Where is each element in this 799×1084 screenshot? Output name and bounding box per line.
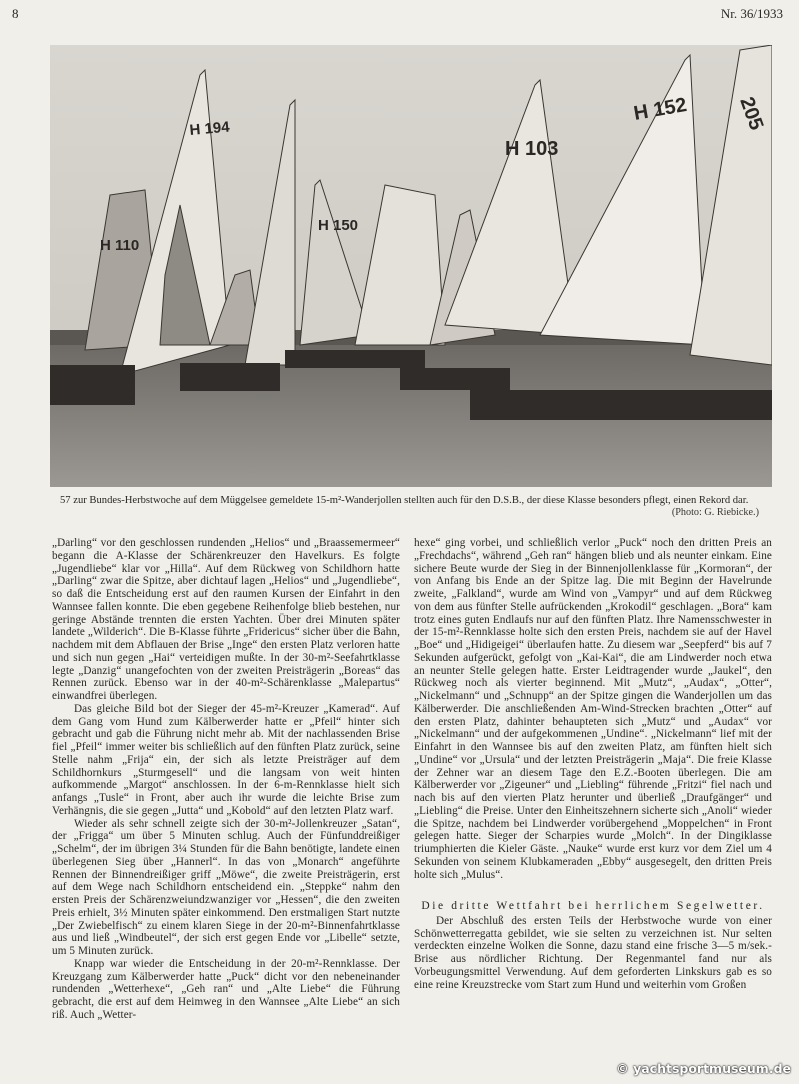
photo-credit: (Photo: G. Riebicke.) [671,507,759,518]
sail-number: 205 [735,94,768,134]
sail-number: H 152 [632,93,689,125]
paragraph: Der Abschluß des ersten Teils der Herbstwoche wurde von einer Schönwetterregatta gebildet, wie sie selten zu verzeichnen ist. Nur selten verdeckten einzelne Wolken die Sonne, dazu stand eine frische 3—5 m/sek.-Brise aus nördlicher Richtung. Der Regenmantel fand nur als Vorbeugungsmittel Verwendung. Auf dem geforderten Linkskurs gab es so eine reine Kreuzstrecke vom Start zum Hund und weiterhin vom Großen [414,914,772,991]
issue-number: Nr. 36/1933 [720,6,783,21]
paragraph: hexe“ ging vorbei, und schließlich verlor „Puck“ noch den dritten Preis an „Frechdachs“, während „Geh ran“ hängen blieb und als neunter einkam. Eine sichere Beute wurde der Sieg in der Binnenjollenklasse für „Kormoran“, der von Anfang bis Ende an der Spitze lag. Die mit Beginn der Havelrunde zweite, „Falkland“, wurde am Wind von „Vampyr“ und auf dem Rückweg von dem aus fünfter Stelle aufrückenden „Krokodil“ geschlagen. „Bora“ kam trotz eines guten Endlaufs nur auf den fünften Platz. Ihre Namensschwester in der 15-m²-Rennklasse holte sich den ersten Preis, nachdem sie auf der Havel „Boe“ und „Hidigeigei“ überlaufen hatte. Zu diesem war „Seepferd“ bis auf 7 Sekunden aufgerückt, gefolgt von „Kai-Kai“, die am Lindwerder noch etwa an neunter Stelle gelegen hatte. Erster Leidtragender wurde „Jaukel“, den Rückweg noch als vierter beginnend. Mit „Mutz“, „Audax“, „Otter“, „Nickelmann“ und „Schnupp“ an der Spitze gingen die Wanderjollen um das Kälberwerder. Die anschließenden Am-Wind-Strecken brachten „Otter“ auf den ersten Platz, dahinter behaupteten sich „Mutz“ und „Audax“ vor „Nickelmann“ und der aufgekommenen „Undine“. „Nickelmann“ lief mit der Einfahrt in den Wannsee bis auf den zweiten Platz, am fünften hielt sich „Undine“ vor „Ursula“ und der letzten Preisträgerin „Maja“. Die freie Klasse der Zehner war an diesem Tage den E.Z.-Booten überlegen. Die am Kälberwerder vor „Zigeuner“ und „Liebling“ führende „Fritzi“ fiel nach und nach bis auf den vierten Platz herunter und überließ „Draufgänger“ und „Liebling“ die Preise. Unter den Einheitszehnern sicherte sich „Anoli“ wieder die Spitze, nachdem bei Lindwerder vorübergehend „Moppelchen“ in Front gelegen hatte. Sieger der Scharpies wurde „Molch“. In der Dingiklasse triumphierten die Kieler Gäste. „Nauke“ wurde erst kurz vor dem Ziel um 4 Sekunden von seinem Klubkameraden „Ebby“ ausgesegelt, den dritten Preis holte sich „Mulus“. [414,537,772,881]
sail-number: H 103 [505,138,559,160]
paragraph: Knapp war wieder die Entscheidung in der 20-m²-Rennklasse. Der Kreuzgang zum Kälberwerder hatte „Puck“ dicht vor den nebeneinander rundenden „Wetterhexe“, „Geh ran“ und „Alte Liebe“ die Führung gebracht, die erst auf dem Heimweg in den Wannsee „Alte Liebe“ an sich riß. Auch „Wetter- [52,957,400,1021]
article-column-right [414,537,772,991]
page-number: 8 [12,6,19,21]
watermark: © yachtsportmuseum.de [616,1061,791,1076]
sail-number: H 150 [318,217,359,234]
sail-number: H 194 [188,118,231,139]
paragraph: Wieder als sehr schnell zeigte sich der 30-m²-Jollenkreuzer „Satan“, der „Frigga“ um über 5 Minuten schlug. Auch der Fünfunddreißiger „Schelm“, der im übrigen 3¼ Stunden für die Bahn benötigte, landete einen überlegenen Sieg über „Hannerl“. In das von „Monarch“ angeführte Rennen der Binnendreißiger griff „Möwe“, die zweite Preisträgerin, erst auf dem Wege nach Schildhorn entscheidend ein. „Steppke“ nahm den ersten Preis der Schärenzweiundzwanziger vor „Hessen“, die den zweiten Preis erhielt, 3½ Minuten später einkommend. Den erstmaligen Start nutzte „Der Zwiebelfisch“ zu einem klaren Siege in der 20-m²-Binnenfahrtklasse aus und ließ „Windbeutel“, der sich erst gegen Ende vor „Libelle“ setzte, um 5 Minuten zurück. [52,817,400,957]
paragraph: „Darling“ vor den geschlossen rundenden „Helios“ und „Braassemermeer“ begann die A-Klasse der Schärenkreuzer den Havelkurs. Es folgte „Jugendliebe“ klar vor „Hilla“. Auf dem Rückweg von Schildhorn hatte „Darling“ zwar die Spitze, aber dichtauf lagen „Helios“ und „Jugendliebe“, so daß die Entscheidung erst auf den raumen Kursen der Einfahrt in den Wannsee fallen konnte. Die eben gegebene Reihenfolge blieb bestehen, nur geringe Abstände trennten die ersten Yachten. Über drei Minuten später landete „Wilderich“. Die B-Klasse führte „Fridericus“ sicher über die Bahn, nachdem mit dem Abflauen der Brise „Inge“ den ersten Platz verloren hatte und sich nun gegen „Hai“ verteidigen mußte. In der 30-m²-Seefahrtklasse legte „Danzig“ unangefochten von der zweiten Preisträgerin „Boreas“ das Rennen zurück. Ebenso war in der 40-m²-Schärenklasse „Malepartus“ einwandfrei überlegen. [52,537,400,702]
paragraph: Das gleiche Bild bot der Sieger der 45-m²-Kreuzer „Kamerad“. Auf dem Gang vom Hund zum Kälberwerder hatte er „Pfeil“ hinter sich gebracht und gab die Führung nicht mehr ab. Mit der nachlassenden Brise fiel „Pfeil“ immer weiter bis schließlich auf den fünften Platz zurück, seine Stelle nahm „Frija“ ein, der sich als letzte Preisträger auf dem Schildhornkurs „Sturmgesell“ und die langsam von weit hinten aufkommende „Margot“ anschlossen. In der 6-m-Rennklasse hielt sich anfangs „Tusle“ in Front, aber auch ihr wurde die leichte Brise zum Verhängnis, die sie gegen „Jutta“ und „Kobold“ auf den letzten Platz warf. [52,702,400,817]
sail-number: H 110 [100,237,140,254]
photo-caption: 57 zur Bundes-Herbstwoche auf dem Müggelsee gemeldete 15-m²-Wanderjollen stellten auch für den D.S.B., der diese Klasse besonders pflegt, einen Rekord dar. [60,495,749,506]
article-column-left [52,537,400,1022]
regatta-photo [50,45,772,487]
section-heading: Die dritte Wettfahrt bei herrlichem Segelwetter. [421,900,765,913]
